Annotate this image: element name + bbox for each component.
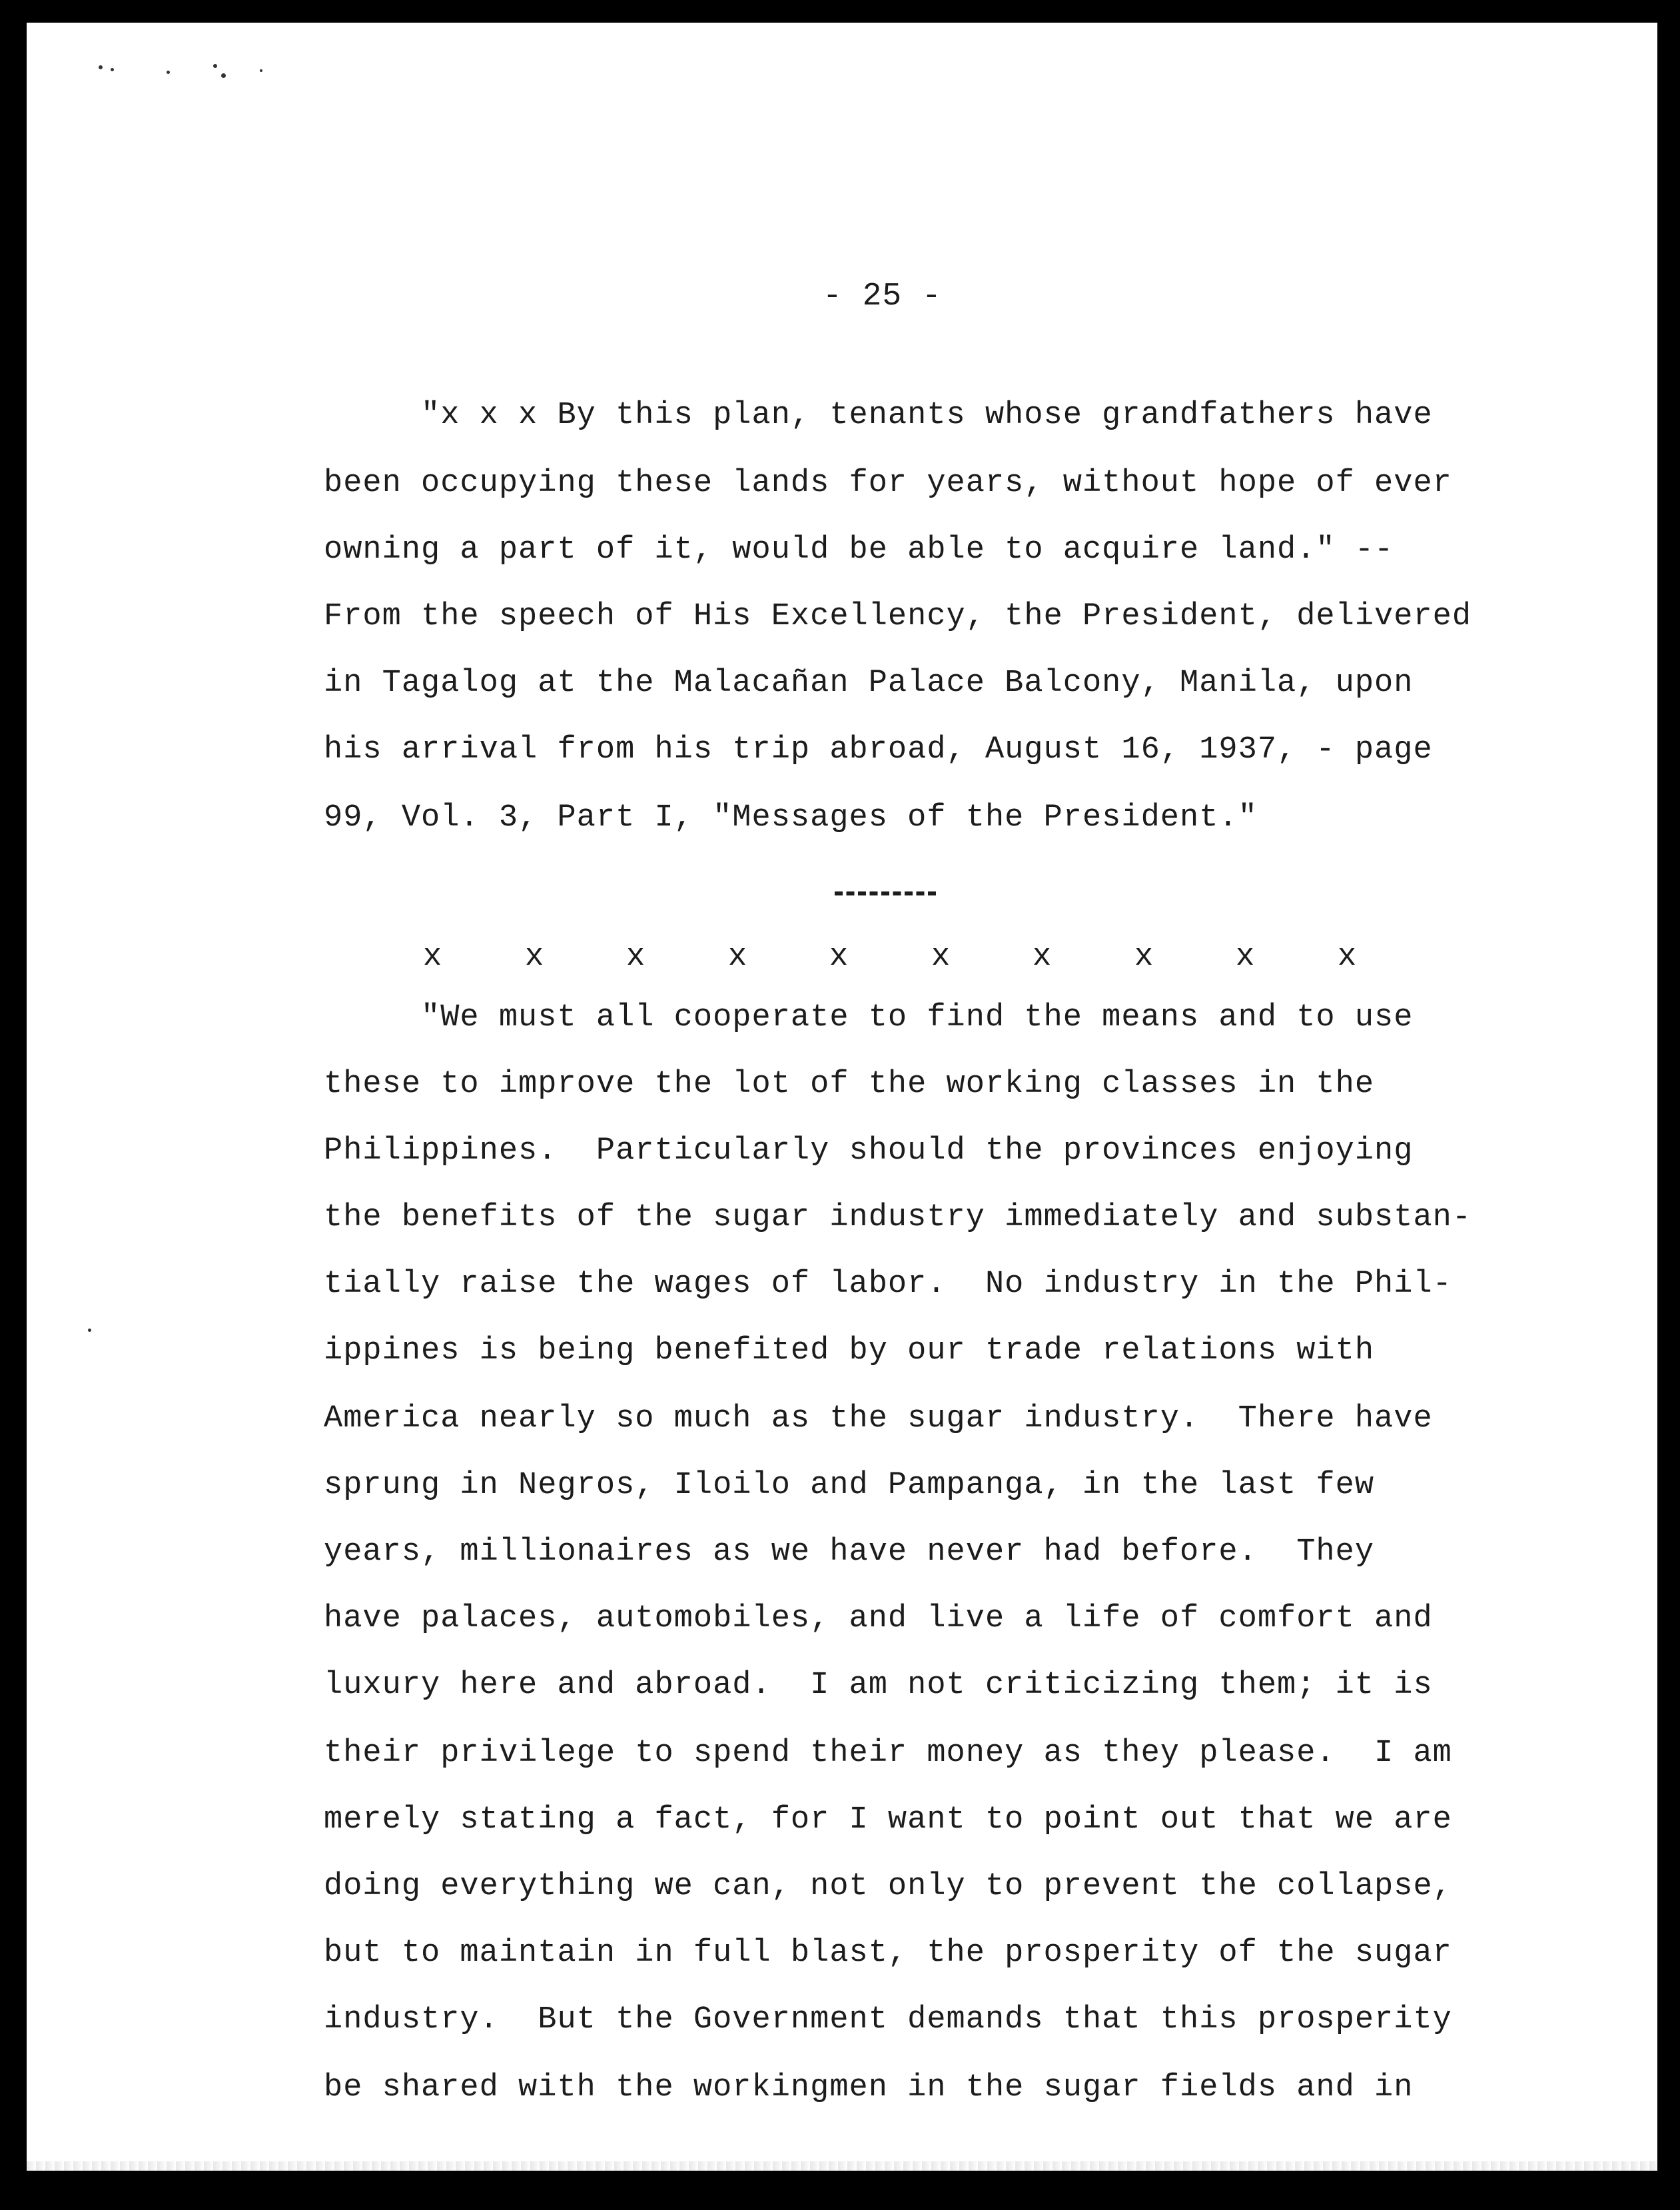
quote-two-line: ippines is being benefited by our trade relations with [324, 1333, 1375, 1369]
quote-two-line: Philippines. Particularly should the provinces enjoying [324, 1133, 1414, 1169]
page-number: - 25 - [823, 278, 942, 314]
quote-two-line: the benefits of the sugar industry immediately and substan- [324, 1200, 1472, 1235]
x-mark: x [931, 939, 951, 975]
x-mark: x [829, 939, 849, 975]
separator-rule [835, 891, 936, 895]
quote-one-line: in Tagalog at the Malacañan Palace Balcony, Manila, upon [324, 666, 1414, 701]
scan-speck [167, 71, 170, 74]
quote-one-line: 99, Vol. 3, Part I, "Messages of the President." [324, 800, 1258, 835]
quote-two-line: luxury here and abroad. I am not criticizing them; it is [324, 1668, 1433, 1703]
quote-two-line: "We must all cooperate to find the means and to use [324, 1000, 1414, 1035]
x-mark: x [1033, 939, 1052, 975]
quote-two-line: sprung in Negros, Iloilo and Pampanga, in the last few [324, 1468, 1375, 1503]
x-mark: x [728, 939, 747, 975]
scan-speck [88, 1329, 91, 1332]
quote-one-line: been occupying these lands for years, without hope of ever [324, 466, 1452, 501]
scan-speck [221, 73, 226, 78]
quote-one-line: his arrival from his trip abroad, August 16, 1937, - page [324, 732, 1433, 768]
quote-two-line: industry. But the Government demands that this prosperity [324, 2002, 1452, 2037]
quote-two-line: America nearly so much as the sugar industry. There have [324, 1401, 1433, 1436]
document-page [27, 23, 1657, 2171]
quote-one-line: owning a part of it, would be able to acquire land." -- [324, 532, 1394, 568]
quote-two-line: be shared with the workingmen in the sugar fields and in [324, 2070, 1414, 2105]
quote-two-line: these to improve the lot of the working classes in the [324, 1067, 1375, 1102]
scan-speck [213, 64, 217, 68]
quote-two-line: doing everything we can, not only to prevent the collapse, [324, 1869, 1452, 1904]
x-mark: x [525, 939, 544, 975]
quote-two-line: years, millionaires as we have never had before. They [324, 1534, 1375, 1570]
scan-speck [111, 68, 114, 71]
x-mark: x [626, 939, 645, 975]
quote-one-line: From the speech of His Excellency, the President, delivered [324, 599, 1472, 634]
quote-two-line: tially raise the wages of labor. No industry in the Phil- [324, 1267, 1452, 1302]
x-mark: x [1134, 939, 1154, 975]
quote-two-line: merely stating a fact, for I want to point out that we are [324, 1802, 1452, 1838]
x-mark: x [1236, 939, 1255, 975]
scan-speck [260, 69, 262, 72]
edge-grime [27, 2161, 1657, 2171]
x-mark: x [1338, 939, 1357, 975]
scan-speck [99, 65, 103, 69]
quote-two-line: have palaces, automobiles, and live a life of comfort and [324, 1601, 1433, 1636]
quote-two-line: but to maintain in full blast, the prosperity of the sugar [324, 1935, 1452, 1971]
quote-two-line: their privilege to spend their money as they please. I am [324, 1736, 1452, 1771]
x-mark: x [423, 939, 442, 975]
quote-one-line: "x x x By this plan, tenants whose grandfathers have [324, 398, 1433, 433]
